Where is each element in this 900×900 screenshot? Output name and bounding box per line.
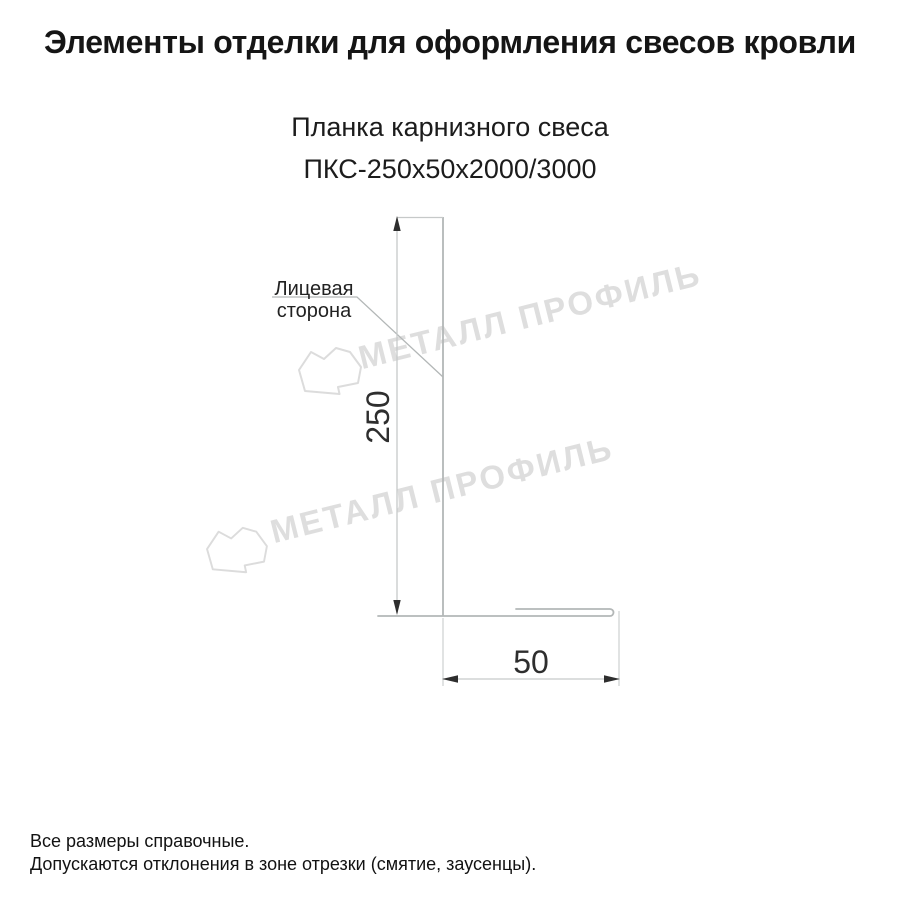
face-side-label — [264, 278, 364, 322]
arrow-left-icon — [442, 675, 458, 682]
height-dimension-value: 250 — [360, 390, 396, 444]
width-dimension-value: 50 — [513, 644, 549, 680]
watermark-text: МЕТАЛЛ ПРОФИЛЬ — [354, 254, 706, 377]
product-name: Планка карнизного свеса — [291, 112, 609, 142]
watermark-text: МЕТАЛЛ ПРОФИЛЬ — [266, 428, 618, 551]
page-title: Элементы отделки для оформления свесов кровли — [43, 24, 857, 60]
footer-notes — [30, 830, 536, 876]
face-side-label-line2: сторона — [276, 300, 352, 322]
footer-note-line1: Все размеры справочные. — [30, 831, 250, 851]
arrow-up-icon — [393, 216, 400, 231]
arrow-down-icon — [393, 600, 400, 615]
arrow-right-icon — [604, 675, 620, 682]
footer-note-line2: Допускаются отклонения в зоне отрезки (смятие, заусенцы). — [30, 854, 537, 874]
profile-bottom-flange — [378, 609, 614, 616]
face-side-label-line1: Лицевая — [274, 278, 354, 300]
product-code: ПКС-250х50х2000/3000 — [303, 154, 597, 184]
